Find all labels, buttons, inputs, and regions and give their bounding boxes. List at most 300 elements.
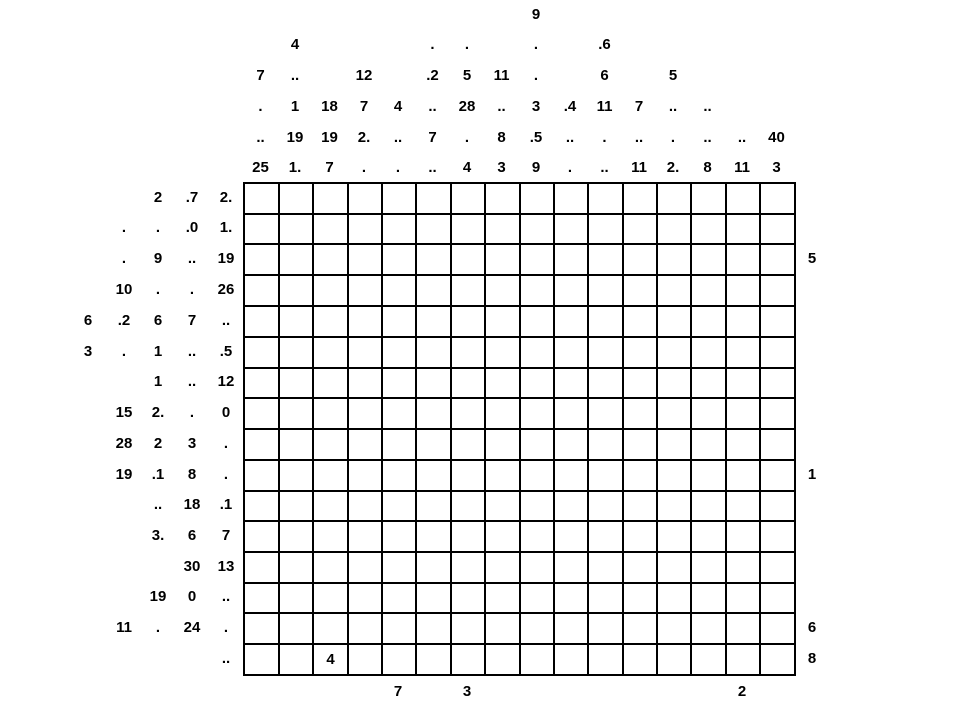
grid-cell[interactable] [383, 492, 417, 522]
grid-cell[interactable] [761, 614, 796, 645]
grid-cell[interactable] [521, 307, 555, 338]
row-clue: .2 [117, 311, 131, 329]
grid-cell[interactable] [452, 645, 486, 676]
grid-cell[interactable] [555, 369, 589, 399]
grid-cell[interactable] [452, 430, 486, 461]
grid-cell[interactable] [692, 430, 727, 461]
grid-cell[interactable] [727, 307, 761, 338]
grid-cell[interactable] [761, 399, 796, 430]
grid-cell[interactable] [727, 614, 761, 645]
grid-cell[interactable] [486, 614, 521, 645]
grid-cell[interactable] [245, 645, 280, 676]
grid-cell[interactable] [761, 184, 796, 215]
grid-cell[interactable] [692, 492, 727, 522]
grid-cell[interactable] [245, 338, 280, 369]
grid-cell[interactable] [658, 645, 692, 676]
grid-cell[interactable] [280, 553, 314, 584]
row-clue: . [121, 219, 127, 236]
grid-cell[interactable] [245, 276, 280, 307]
grid-cell[interactable] [692, 553, 727, 584]
grid-cell[interactable] [383, 399, 417, 430]
grid-cell[interactable] [452, 399, 486, 430]
grid-cell[interactable] [417, 399, 452, 430]
grid-cell[interactable] [761, 338, 796, 369]
column-clue: 7 [256, 67, 265, 84]
grid-cell[interactable] [555, 461, 589, 492]
column-clue: .6 [598, 36, 611, 53]
grid-cell[interactable] [349, 276, 383, 307]
grid-cell[interactable] [624, 338, 658, 369]
column-clue: 11 [596, 98, 613, 115]
grid-cell[interactable] [624, 215, 658, 245]
grid-cell[interactable] [383, 184, 417, 215]
grid-cell[interactable] [521, 338, 555, 369]
grid-cell[interactable] [761, 492, 796, 522]
grid-cell[interactable] [555, 584, 589, 614]
grid-cell[interactable] [555, 399, 589, 430]
grid-cell[interactable] [624, 184, 658, 215]
row-clue: . [155, 219, 161, 236]
grid-cell[interactable] [589, 307, 624, 338]
column-clue: 25 [252, 159, 269, 176]
grid-cell[interactable] [555, 430, 589, 461]
row-clue: 11 [116, 618, 132, 636]
grid-cell[interactable] [658, 215, 692, 245]
column-clue: 11 [493, 67, 510, 84]
grid-cell[interactable] [521, 245, 555, 276]
grid-cell[interactable] [349, 614, 383, 645]
grid-cell[interactable] [280, 614, 314, 645]
grid-cell[interactable] [761, 307, 796, 338]
grid-cell[interactable] [658, 184, 692, 215]
grid-cell[interactable] [245, 461, 280, 492]
grid-cell[interactable] [417, 614, 452, 645]
grid-cell[interactable] [761, 369, 796, 399]
right-row-clue: 5 [807, 249, 817, 267]
grid-cell[interactable] [692, 614, 727, 645]
grid-cell[interactable] [589, 584, 624, 614]
grid-cell[interactable] [761, 215, 796, 245]
grid-cell[interactable] [245, 584, 280, 614]
grid-cell[interactable] [727, 430, 761, 461]
grid-cell[interactable] [349, 184, 383, 215]
grid-cell[interactable] [692, 184, 727, 215]
grid-cell[interactable] [314, 399, 349, 430]
grid-cell[interactable] [486, 645, 521, 676]
grid-cell[interactable] [692, 369, 727, 399]
grid-cell[interactable] [245, 614, 280, 645]
row-clue: 30 [183, 557, 201, 575]
column-clue: . [533, 67, 539, 84]
grid-cell[interactable] [589, 369, 624, 399]
grid-cell[interactable] [761, 522, 796, 553]
grid-cell[interactable] [486, 184, 521, 215]
grid-cell[interactable] [349, 338, 383, 369]
grid-cell[interactable] [452, 553, 486, 584]
grid-cell[interactable] [555, 307, 589, 338]
grid-cell[interactable] [349, 245, 383, 276]
grid-cell[interactable] [589, 492, 624, 522]
grid-cell[interactable] [589, 215, 624, 245]
grid-cell[interactable] [245, 430, 280, 461]
row-clue: .. [187, 249, 197, 267]
grid-cell[interactable] [314, 430, 349, 461]
grid-cell[interactable] [349, 369, 383, 399]
row-clue: 6 [83, 311, 93, 329]
grid-cell[interactable] [761, 276, 796, 307]
grid-cell[interactable] [417, 584, 452, 614]
column-clue: 1. [288, 159, 302, 176]
grid-cell[interactable] [245, 215, 280, 245]
grid-cell[interactable] [658, 338, 692, 369]
grid-cell[interactable] [692, 584, 727, 614]
grid-cell[interactable] [383, 584, 417, 614]
grid-cell[interactable] [692, 245, 727, 276]
grid-cell[interactable] [761, 645, 796, 676]
grid-cell[interactable] [761, 245, 796, 276]
grid-cell[interactable] [383, 553, 417, 584]
grid-cell[interactable] [349, 553, 383, 584]
grid-cell[interactable] [349, 492, 383, 522]
grid-cell[interactable] [486, 399, 521, 430]
grid-cell[interactable] [727, 461, 761, 492]
grid-cell[interactable] [624, 276, 658, 307]
row-clue: 7 [187, 311, 197, 329]
grid-cell[interactable] [486, 276, 521, 307]
grid-cell[interactable] [727, 522, 761, 553]
grid-cell[interactable] [692, 522, 727, 553]
grid-cell[interactable] [761, 461, 796, 492]
column-clue: 3 [497, 159, 506, 176]
grid-cell[interactable] [589, 614, 624, 645]
grid-cell[interactable] [452, 522, 486, 553]
grid-cell[interactable] [555, 522, 589, 553]
grid-cell[interactable] [280, 184, 314, 215]
grid-cell[interactable] [521, 369, 555, 399]
grid-cell[interactable] [727, 245, 761, 276]
grid-cell[interactable] [314, 492, 349, 522]
row-clue: 3 [187, 434, 197, 452]
grid-cell[interactable] [280, 522, 314, 553]
grid-cell[interactable] [624, 245, 658, 276]
grid-cell[interactable] [555, 338, 589, 369]
row-clue: 24 [183, 618, 201, 636]
column-clue: 3 [772, 159, 781, 176]
grid-cell[interactable] [349, 461, 383, 492]
grid-cell[interactable] [280, 369, 314, 399]
grid-cell[interactable] [349, 584, 383, 614]
grid-cell[interactable] [417, 461, 452, 492]
grid-cell[interactable] [692, 645, 727, 676]
grid-cell[interactable] [521, 645, 555, 676]
grid-cell[interactable] [624, 307, 658, 338]
row-clue: 6 [153, 311, 163, 329]
grid-cell[interactable] [658, 399, 692, 430]
grid-cell[interactable] [486, 245, 521, 276]
grid-cell[interactable] [417, 492, 452, 522]
grid-cell[interactable] [349, 645, 383, 676]
grid-cell[interactable] [417, 184, 452, 215]
grid-cell[interactable] [452, 338, 486, 369]
grid-cell[interactable] [727, 338, 761, 369]
grid-cell[interactable] [727, 584, 761, 614]
column-clue: . [567, 159, 573, 176]
grid-cell[interactable] [624, 492, 658, 522]
column-clue: 4 [290, 36, 300, 53]
grid-cell[interactable] [658, 522, 692, 553]
grid-cell[interactable] [314, 338, 349, 369]
grid-cell[interactable] [727, 645, 761, 676]
grid-cell[interactable] [314, 276, 349, 307]
grid-cell[interactable] [658, 307, 692, 338]
row-clue: .. [153, 496, 163, 513]
grid-cell[interactable] [589, 430, 624, 461]
grid-cell[interactable] [555, 184, 589, 215]
grid-cell[interactable] [486, 307, 521, 338]
row-clue: .5 [219, 342, 233, 360]
grid-cell[interactable] [280, 338, 314, 369]
grid-cell[interactable] [658, 553, 692, 584]
grid-cell[interactable] [589, 184, 624, 215]
grid-cell[interactable] [727, 276, 761, 307]
row-clue: . [189, 403, 195, 421]
grid-cell[interactable] [280, 307, 314, 338]
grid-cell[interactable] [383, 369, 417, 399]
grid-cell[interactable] [417, 215, 452, 245]
grid-cell[interactable] [624, 461, 658, 492]
grid-cell[interactable] [555, 553, 589, 584]
column-clue: 9 [531, 159, 541, 176]
grid-cell[interactable] [658, 276, 692, 307]
column-clue: .4 [563, 98, 577, 115]
grid-cell[interactable] [417, 369, 452, 399]
row-clue: 7 [221, 526, 231, 544]
grid-cell[interactable] [452, 369, 486, 399]
grid-cell[interactable] [245, 492, 280, 522]
grid-cell[interactable] [349, 430, 383, 461]
grid-cell[interactable] [658, 614, 692, 645]
grid-cell[interactable] [383, 215, 417, 245]
grid-cell[interactable] [280, 215, 314, 245]
grid-cell[interactable] [452, 245, 486, 276]
grid-cell[interactable] [658, 584, 692, 614]
grid-cell[interactable] [452, 276, 486, 307]
grid-cell[interactable] [314, 614, 349, 645]
grid-cell[interactable] [486, 584, 521, 614]
row-clue: .7 [185, 188, 199, 206]
grid-cell[interactable] [521, 553, 555, 584]
grid-cell[interactable] [692, 307, 727, 338]
column-clue: 4 [393, 98, 403, 115]
grid-cell[interactable] [245, 553, 280, 584]
grid-cell[interactable] [658, 430, 692, 461]
grid-cell[interactable] [521, 399, 555, 430]
column-clue: . [361, 159, 367, 176]
grid-cell[interactable] [349, 399, 383, 430]
grid-cell[interactable] [521, 614, 555, 645]
grid-cell[interactable] [245, 522, 280, 553]
column-clue: . [670, 129, 676, 146]
grid-cell[interactable] [521, 461, 555, 492]
grid-cell[interactable] [555, 614, 589, 645]
grid-cell[interactable] [280, 492, 314, 522]
grid-cell[interactable] [692, 215, 727, 245]
grid-cell[interactable] [521, 184, 555, 215]
grid-cell[interactable] [727, 184, 761, 215]
row-clue: 8 [187, 465, 197, 483]
grid-cell[interactable] [314, 369, 349, 399]
grid-cell[interactable] [521, 215, 555, 245]
grid-cell[interactable] [658, 369, 692, 399]
grid-cell[interactable] [383, 614, 417, 645]
grid-cell[interactable] [314, 184, 349, 215]
grid-cell[interactable] [245, 369, 280, 399]
grid-cell[interactable] [761, 430, 796, 461]
grid-cell[interactable] [452, 307, 486, 338]
grid-cell[interactable] [486, 461, 521, 492]
grid-cell[interactable] [521, 522, 555, 553]
grid-cell[interactable] [280, 461, 314, 492]
grid-cell[interactable] [658, 245, 692, 276]
grid-cell[interactable] [314, 245, 349, 276]
grid-cell[interactable] [521, 430, 555, 461]
grid-cell[interactable] [245, 245, 280, 276]
grid-cell[interactable] [452, 461, 486, 492]
grid-cell[interactable] [417, 430, 452, 461]
grid-cell[interactable] [761, 553, 796, 584]
grid-cell[interactable] [245, 184, 280, 215]
grid-cell[interactable] [555, 276, 589, 307]
grid-cell[interactable] [727, 553, 761, 584]
grid-cell[interactable] [383, 645, 417, 676]
grid-cell[interactable] [417, 245, 452, 276]
grid-cell[interactable] [624, 399, 658, 430]
column-clue: .. [634, 129, 644, 146]
grid-cell[interactable] [521, 584, 555, 614]
grid-cell[interactable] [589, 399, 624, 430]
grid-cell[interactable] [692, 461, 727, 492]
grid-cell[interactable] [727, 215, 761, 245]
grid-cell[interactable] [280, 584, 314, 614]
grid-cell[interactable] [452, 614, 486, 645]
row-clue: 0 [187, 588, 197, 605]
grid-cell[interactable] [383, 338, 417, 369]
grid-cell[interactable] [521, 492, 555, 522]
grid-cell[interactable] [383, 307, 417, 338]
grid-cell[interactable] [452, 492, 486, 522]
grid-cell[interactable] [521, 276, 555, 307]
grid-cell[interactable] [417, 338, 452, 369]
grid-cell[interactable] [452, 215, 486, 245]
grid-cell[interactable] [589, 645, 624, 676]
grid-cell[interactable] [417, 307, 452, 338]
grid-cell[interactable] [589, 245, 624, 276]
grid-cell[interactable] [658, 492, 692, 522]
grid-cell[interactable] [383, 430, 417, 461]
grid-cell[interactable] [314, 584, 349, 614]
grid-cell[interactable] [624, 614, 658, 645]
grid-cell[interactable] [486, 215, 521, 245]
grid-cell[interactable] [589, 522, 624, 553]
grid-cell[interactable] [761, 584, 796, 614]
grid-cell[interactable] [314, 553, 349, 584]
grid-cell[interactable] [314, 215, 349, 245]
grid-cell[interactable] [383, 522, 417, 553]
grid-cell[interactable] [280, 645, 314, 676]
grid-cell[interactable] [349, 307, 383, 338]
grid-cell[interactable] [383, 276, 417, 307]
grid-cell[interactable] [589, 553, 624, 584]
grid-cell[interactable] [589, 338, 624, 369]
grid-cell[interactable] [624, 430, 658, 461]
column-clue: . [602, 129, 607, 146]
grid-cell[interactable] [486, 430, 521, 461]
row-clue: .. [221, 588, 231, 605]
grid-cell[interactable] [280, 430, 314, 461]
puzzle-grid [243, 182, 796, 676]
grid-cell[interactable] [245, 399, 280, 430]
grid-cell[interactable] [486, 522, 521, 553]
grid-cell[interactable] [314, 461, 349, 492]
grid-cell[interactable] [589, 461, 624, 492]
grid-cell[interactable] [692, 399, 727, 430]
grid-cell[interactable] [280, 276, 314, 307]
grid-cell[interactable] [692, 338, 727, 369]
row-clue: .. [187, 373, 197, 390]
grid-cell[interactable] [349, 522, 383, 553]
grid-cell[interactable] [349, 215, 383, 245]
grid-cell[interactable] [280, 245, 314, 276]
grid-cell[interactable] [624, 522, 658, 553]
grid-cell[interactable] [624, 584, 658, 614]
grid-cell[interactable] [555, 645, 589, 676]
grid-cell[interactable] [314, 522, 349, 553]
grid-cell[interactable] [727, 492, 761, 522]
grid-cell[interactable] [692, 276, 727, 307]
column-clue: 11 [631, 159, 647, 176]
grid-cell[interactable] [417, 645, 452, 676]
grid-cell[interactable] [452, 184, 486, 215]
grid-cell[interactable] [589, 276, 624, 307]
grid-cell[interactable] [486, 492, 521, 522]
grid-cell[interactable] [658, 461, 692, 492]
row-clue: . [223, 434, 229, 452]
grid-cell[interactable] [555, 245, 589, 276]
grid-cell[interactable] [383, 245, 417, 276]
grid-cell[interactable] [555, 492, 589, 522]
grid-cell[interactable] [486, 338, 521, 369]
grid-cell[interactable] [417, 553, 452, 584]
grid-cell[interactable] [314, 307, 349, 338]
grid-cell[interactable] [727, 369, 761, 399]
grid-cell[interactable] [624, 645, 658, 676]
grid-cell[interactable] [727, 399, 761, 430]
grid-cell[interactable] [452, 584, 486, 614]
grid-cell[interactable] [280, 399, 314, 430]
grid-cell[interactable] [417, 276, 452, 307]
grid-cell[interactable] [383, 461, 417, 492]
grid-cell[interactable] [624, 553, 658, 584]
grid-cell[interactable] [486, 369, 521, 399]
column-clue: 11 [734, 159, 750, 176]
grid-cell[interactable] [417, 522, 452, 553]
grid-cell[interactable]: 4 [314, 645, 349, 676]
grid-cell[interactable] [555, 215, 589, 245]
grid-cell[interactable] [486, 553, 521, 584]
grid-cell[interactable] [245, 307, 280, 338]
grid-cell[interactable] [624, 369, 658, 399]
row-clue: 6 [187, 526, 197, 544]
